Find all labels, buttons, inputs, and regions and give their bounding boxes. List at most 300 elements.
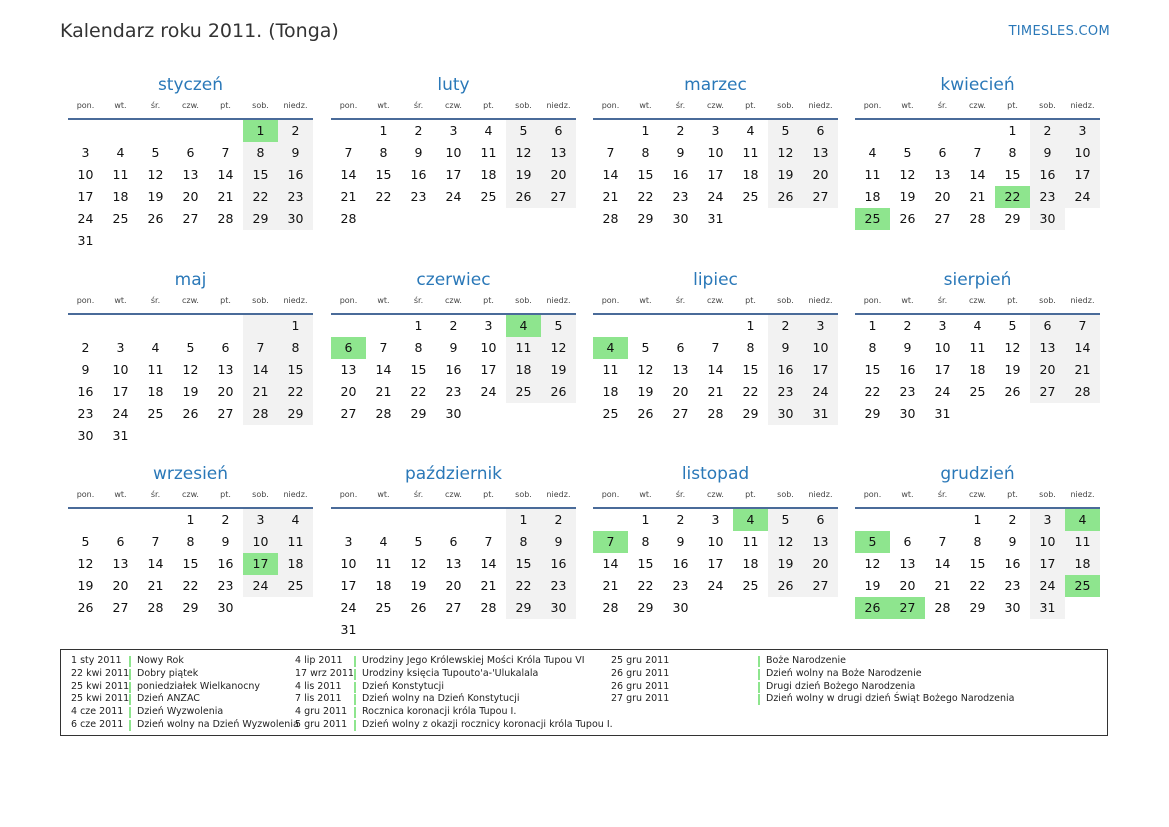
day-cell: 1 (243, 120, 278, 142)
day-cell: 13 (340, 362, 357, 377)
day-cell: 18 (742, 167, 759, 182)
day-cell: 5 (541, 315, 576, 337)
day-cell: 16 (217, 556, 234, 571)
weekday-label: czw. (182, 490, 199, 499)
day-cell: 25 (375, 600, 392, 615)
day-cell: 3 (711, 512, 720, 527)
day-cell: 19 (410, 578, 427, 593)
day-cell: 15 (375, 167, 392, 182)
weekday-label: pt. (220, 490, 231, 499)
day-cell: 30 (217, 600, 234, 615)
day-cell: 28 (934, 600, 951, 615)
empty-cell (960, 403, 995, 425)
day-cell: 12 (637, 362, 654, 377)
holiday-column (758, 655, 1088, 706)
holiday-name: Dzień wolny na Dzień Wyzwolenia (137, 718, 299, 730)
day-cell: 20 (445, 578, 462, 593)
day-cell: 23 (1030, 186, 1065, 208)
days-grid (855, 315, 1100, 425)
holiday-name: Rocznica koronacji króla Tupou I. (362, 706, 517, 718)
empty-cell (698, 315, 733, 337)
day-cell: 6 (1030, 315, 1065, 337)
day-cell: 8 (414, 340, 423, 355)
weekday-label: pt. (483, 490, 494, 499)
empty-cell (541, 403, 576, 425)
empty-cell (243, 597, 278, 619)
day-cell: 19 (768, 164, 803, 186)
day-cell: 15 (864, 362, 881, 377)
days-grid (68, 509, 313, 619)
day-cell: 25 (742, 189, 759, 204)
day-cell: 18 (112, 189, 129, 204)
day-cell: 11 (969, 340, 986, 355)
weekday-label: śr. (150, 490, 161, 499)
empty-cell (1065, 208, 1100, 230)
day-cell: 29 (278, 403, 313, 425)
weekday-label: pon. (863, 490, 882, 499)
day-cell: 26 (855, 597, 890, 619)
day-cell: 24 (340, 600, 357, 615)
day-cell: 24 (77, 211, 94, 226)
empty-cell (890, 509, 925, 531)
day-cell: 11 (480, 145, 497, 160)
weekday-label: śr. (937, 296, 948, 305)
day-cell: 16 (1030, 164, 1065, 186)
day-cell: 3 (484, 318, 493, 333)
day-cell: 30 (899, 406, 916, 421)
empty-cell (436, 509, 471, 531)
weekday-label: pt. (483, 101, 494, 110)
day-cell: 4 (116, 145, 125, 160)
empty-cell (138, 315, 173, 337)
empty-cell (593, 120, 628, 142)
day-cell: 7 (973, 145, 982, 160)
empty-cell (855, 509, 890, 531)
day-cell: 18 (1065, 553, 1100, 575)
empty-cell (138, 425, 173, 447)
holiday-date: 25 gru 2011 (611, 655, 670, 666)
month-name: lipiec (693, 270, 738, 290)
day-cell: 12 (147, 167, 164, 182)
day-cell: 31 (112, 428, 129, 443)
holiday-marker (129, 694, 131, 705)
weekday-label: czw. (969, 490, 986, 499)
empty-cell (208, 315, 243, 337)
day-cell: 18 (506, 359, 541, 381)
day-cell: 1 (868, 318, 877, 333)
holiday-row (758, 668, 1088, 681)
day-cell: 16 (410, 167, 427, 182)
empty-cell (401, 208, 436, 230)
day-cell: 14 (969, 167, 986, 182)
month-calendar (68, 269, 313, 447)
empty-cell (173, 315, 208, 337)
empty-cell (541, 619, 576, 641)
holiday-date: 25 kwi 2011 (71, 693, 130, 705)
empty-cell (243, 230, 278, 252)
day-cell: 23 (410, 189, 427, 204)
day-cell: 6 (676, 340, 685, 355)
day-cell: 20 (1030, 359, 1065, 381)
empty-cell (366, 509, 401, 531)
day-cell: 11 (742, 145, 759, 160)
empty-cell (471, 403, 506, 425)
day-cell: 8 (868, 340, 877, 355)
day-cell: 5 (855, 531, 890, 553)
weekday-label: czw. (445, 101, 462, 110)
weekday-label: czw. (182, 296, 199, 305)
day-cell: 21 (969, 189, 986, 204)
day-cell: 9 (676, 145, 685, 160)
weekday-label: czw. (969, 101, 986, 110)
day-cell: 16 (672, 556, 689, 571)
page-title: Kalendarz roku 2011. (Tonga) (60, 20, 339, 42)
day-cell: 24 (445, 189, 462, 204)
day-cell: 16 (278, 164, 313, 186)
day-cell: 15 (742, 362, 759, 377)
empty-cell (733, 597, 768, 619)
day-cell: 21 (707, 384, 724, 399)
holiday-list (60, 649, 1108, 736)
day-cell: 13 (899, 556, 916, 571)
day-cell: 18 (969, 362, 986, 377)
empty-cell (331, 120, 366, 142)
day-cell: 31 (934, 406, 951, 421)
days-grid (855, 509, 1100, 619)
day-cell: 11 (864, 167, 881, 182)
weekday-label: wt. (377, 490, 390, 499)
day-cell: 1 (746, 318, 755, 333)
holiday-name: Urodziny Jego Królewskiej Mości Króla Tupou VI (362, 655, 585, 666)
day-cell: 20 (112, 578, 129, 593)
day-cell: 19 (899, 189, 916, 204)
day-cell: 17 (243, 553, 278, 575)
holiday-date: 7 lis 2011 (295, 693, 342, 705)
weekday-label: sob. (1039, 296, 1056, 305)
weekday-label: sob. (1039, 101, 1056, 110)
day-cell: 28 (340, 211, 357, 226)
day-cell: 27 (1030, 381, 1065, 403)
day-cell: 20 (803, 164, 838, 186)
day-cell: 2 (676, 512, 685, 527)
day-cell: 23 (541, 575, 576, 597)
day-cell: 30 (1030, 208, 1065, 230)
weekday-label: niedz. (808, 490, 833, 499)
day-cell: 7 (606, 145, 615, 160)
day-cell: 17 (707, 556, 724, 571)
holiday-date: 25 kwi 2011 (71, 680, 130, 692)
day-cell: 10 (707, 534, 724, 549)
day-cell: 27 (803, 186, 838, 208)
day-cell: 12 (899, 167, 916, 182)
month-calendar (331, 74, 576, 230)
weekday-label: sob. (515, 490, 532, 499)
month-calendar (68, 463, 313, 619)
day-cell: 9 (903, 340, 912, 355)
day-cell: 15 (243, 164, 278, 186)
day-cell: 25 (147, 406, 164, 421)
holiday-date: 27 gru 2011 (611, 693, 670, 705)
day-cell: 8 (746, 340, 755, 355)
day-cell: 27 (541, 186, 576, 208)
day-cell: 3 (243, 509, 278, 531)
day-cell: 10 (77, 167, 94, 182)
month-name: grudzień (940, 464, 1015, 484)
day-cell: 22 (864, 384, 881, 399)
day-cell: 23 (768, 381, 803, 403)
day-cell: 19 (1004, 362, 1021, 377)
day-cell: 29 (243, 208, 278, 230)
day-cell: 8 (278, 337, 313, 359)
day-cell: 2 (1008, 512, 1017, 527)
weekday-label: niedz. (1070, 490, 1095, 499)
day-cell: 26 (637, 406, 654, 421)
day-cell: 20 (217, 384, 234, 399)
weekday-label: pt. (220, 296, 231, 305)
day-cell: 9 (81, 362, 90, 377)
day-cell: 2 (414, 123, 423, 138)
weekday-label: pon. (76, 101, 95, 110)
weekday-label: wt. (901, 296, 914, 305)
weekday-label: czw. (445, 296, 462, 305)
holiday-row (295, 706, 625, 719)
month-name: listopad (681, 464, 750, 484)
weekday-label: sob. (777, 296, 794, 305)
holiday-row (758, 655, 1088, 668)
holiday-marker (354, 656, 356, 667)
day-cell: 14 (934, 556, 951, 571)
day-cell: 26 (506, 186, 541, 208)
empty-cell (138, 509, 173, 531)
day-cell: 2 (676, 123, 685, 138)
empty-cell (68, 315, 103, 337)
day-cell: 8 (186, 534, 195, 549)
day-cell: 8 (506, 531, 541, 553)
day-cell: 20 (899, 578, 916, 593)
day-cell: 29 (742, 406, 759, 421)
day-cell: 7 (711, 340, 720, 355)
weekday-label: pt. (745, 490, 756, 499)
day-cell: 3 (344, 534, 353, 549)
day-cell: 18 (147, 384, 164, 399)
day-cell: 3 (1030, 509, 1065, 531)
month-name: kwiecień (940, 75, 1015, 95)
weekday-label: pon. (76, 296, 95, 305)
empty-cell (506, 403, 541, 425)
day-cell: 31 (77, 233, 94, 248)
day-cell: 22 (410, 384, 427, 399)
day-cell: 2 (768, 315, 803, 337)
day-cell: 19 (864, 578, 881, 593)
weekday-label: pon. (863, 101, 882, 110)
weekday-header (331, 488, 576, 507)
day-cell: 23 (1004, 578, 1021, 593)
days-grid (593, 509, 838, 619)
day-cell: 18 (375, 578, 392, 593)
weekday-label: czw. (182, 101, 199, 110)
day-cell: 20 (803, 553, 838, 575)
day-cell: 25 (969, 384, 986, 399)
day-cell: 27 (803, 575, 838, 597)
day-cell: 20 (934, 189, 951, 204)
month-calendar (331, 269, 576, 425)
day-cell: 16 (672, 167, 689, 182)
day-cell: 3 (711, 123, 720, 138)
weekday-header (593, 99, 838, 118)
day-cell: 13 (803, 142, 838, 164)
day-cell: 3 (1065, 120, 1100, 142)
weekday-label: śr. (413, 101, 424, 110)
days-grid (331, 509, 576, 641)
day-cell: 26 (1004, 384, 1021, 399)
holiday-marker (354, 669, 356, 680)
holiday-marker (129, 656, 131, 667)
day-cell: 21 (1065, 359, 1100, 381)
day-cell: 1 (641, 123, 650, 138)
day-cell: 9 (676, 534, 685, 549)
weekday-label: śr. (675, 490, 686, 499)
day-cell: 19 (182, 384, 199, 399)
empty-cell (138, 120, 173, 142)
brand-link[interactable]: TIMESLES.COM (1008, 24, 1110, 39)
month-name: sierpień (943, 270, 1012, 290)
day-cell: 26 (768, 186, 803, 208)
day-cell: 26 (541, 381, 576, 403)
days-grid (331, 315, 576, 425)
empty-cell (103, 509, 138, 531)
holiday-date: 5 gru 2011 (295, 718, 348, 730)
day-cell: 11 (278, 531, 313, 553)
day-cell: 18 (602, 384, 619, 399)
empty-cell (243, 425, 278, 447)
empty-cell (803, 597, 838, 619)
weekday-header (855, 99, 1100, 118)
day-cell: 12 (1004, 340, 1021, 355)
day-cell: 26 (768, 575, 803, 597)
day-cell: 5 (151, 145, 160, 160)
day-cell: 15 (410, 362, 427, 377)
empty-cell (593, 315, 628, 337)
days-grid (855, 120, 1100, 230)
weekday-label: śr. (150, 296, 161, 305)
month-calendar (593, 463, 838, 619)
empty-cell (471, 208, 506, 230)
day-cell: 30 (541, 597, 576, 619)
day-cell: 31 (803, 403, 838, 425)
day-cell: 23 (672, 189, 689, 204)
day-cell: 13 (1030, 337, 1065, 359)
empty-cell (925, 509, 960, 531)
days-grid (68, 120, 313, 252)
day-cell: 30 (768, 403, 803, 425)
day-cell: 4 (506, 315, 541, 337)
day-cell: 15 (278, 359, 313, 381)
days-grid (593, 120, 838, 230)
day-cell: 21 (375, 384, 392, 399)
day-cell: 6 (186, 145, 195, 160)
weekday-label: pon. (339, 490, 358, 499)
weekday-label: czw. (707, 296, 724, 305)
empty-cell (541, 208, 576, 230)
day-cell: 12 (410, 556, 427, 571)
empty-cell (208, 120, 243, 142)
day-cell: 20 (672, 384, 689, 399)
day-cell: 14 (602, 167, 619, 182)
empty-cell (278, 597, 313, 619)
empty-cell (243, 315, 278, 337)
empty-cell (733, 208, 768, 230)
day-cell: 19 (506, 164, 541, 186)
day-cell: 11 (147, 362, 164, 377)
holiday-marker (129, 682, 131, 693)
day-cell: 17 (480, 362, 497, 377)
weekday-header (593, 294, 838, 313)
day-cell: 22 (375, 189, 392, 204)
holiday-name: Dzień wolny na Boże Narodzenie (766, 667, 922, 679)
weekday-header (68, 99, 313, 118)
day-cell: 7 (1065, 315, 1100, 337)
day-cell: 2 (278, 120, 313, 142)
holiday-date: 22 kwi 2011 (71, 667, 130, 679)
weekday-label: sob. (252, 296, 269, 305)
holiday-date: 4 gru 2011 (295, 706, 348, 718)
day-cell: 22 (243, 186, 278, 208)
day-cell: 4 (484, 123, 493, 138)
weekday-label: wt. (901, 490, 914, 499)
day-cell: 21 (243, 381, 278, 403)
empty-cell (593, 509, 628, 531)
day-cell: 19 (147, 189, 164, 204)
empty-cell (331, 509, 366, 531)
empty-cell (698, 597, 733, 619)
weekday-label: niedz. (1070, 101, 1095, 110)
day-cell: 6 (116, 534, 125, 549)
day-cell: 11 (742, 534, 759, 549)
day-cell: 22 (278, 381, 313, 403)
weekday-label: sob. (515, 296, 532, 305)
day-cell: 10 (112, 362, 129, 377)
weekday-label: niedz. (808, 101, 833, 110)
day-cell: 17 (77, 189, 94, 204)
day-cell: 2 (1030, 120, 1065, 142)
weekday-label: sob. (1039, 490, 1056, 499)
day-cell: 22 (182, 578, 199, 593)
day-cell: 26 (147, 211, 164, 226)
day-cell: 7 (344, 145, 353, 160)
weekday-label: pt. (1007, 101, 1018, 110)
weekday-label: pt. (220, 101, 231, 110)
day-cell: 14 (602, 556, 619, 571)
holiday-date: 4 cze 2011 (71, 706, 124, 718)
day-cell: 14 (480, 556, 497, 571)
weekday-header (855, 294, 1100, 313)
day-cell: 5 (641, 340, 650, 355)
day-cell: 19 (541, 359, 576, 381)
day-cell: 15 (637, 556, 654, 571)
day-cell: 17 (803, 359, 838, 381)
weekday-label: pt. (483, 296, 494, 305)
day-cell: 10 (480, 340, 497, 355)
month-name: maj (174, 270, 207, 290)
weekday-label: pon. (339, 296, 358, 305)
day-cell: 23 (278, 186, 313, 208)
weekday-label: wt. (114, 490, 127, 499)
day-cell: 25 (112, 211, 129, 226)
weekday-label: pon. (601, 101, 620, 110)
day-cell: 9 (768, 337, 803, 359)
day-cell: 4 (593, 337, 628, 359)
weekday-header (331, 294, 576, 313)
